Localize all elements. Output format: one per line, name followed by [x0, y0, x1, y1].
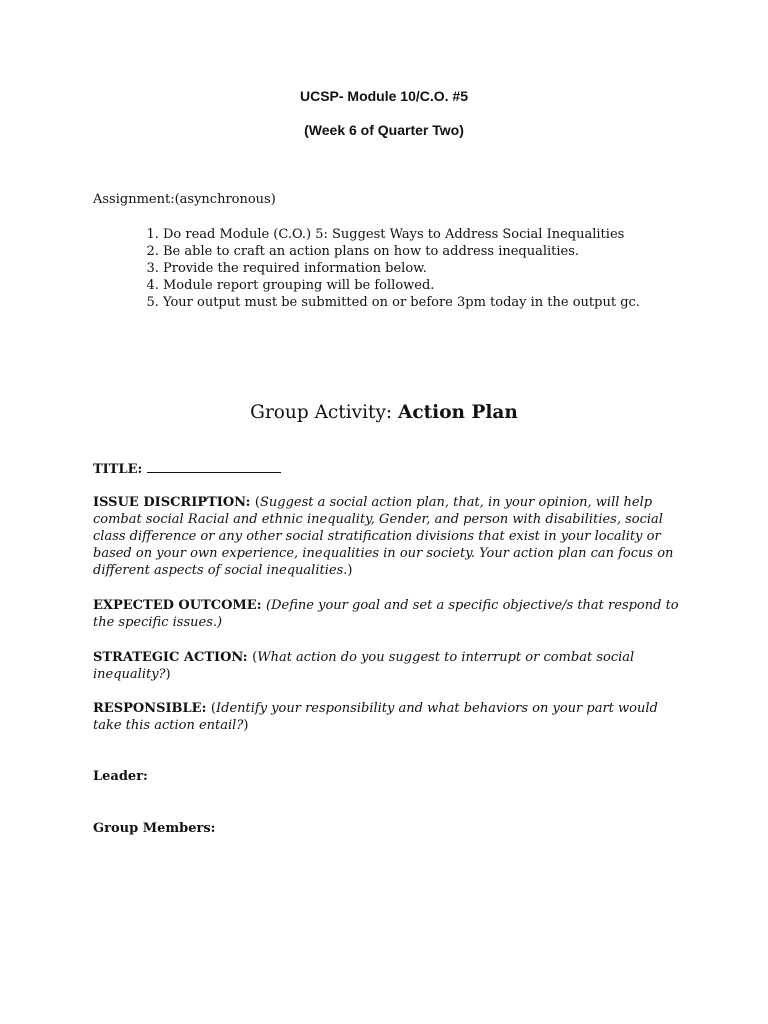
issue-open-paren: ( [254, 495, 260, 510]
strategic-close-paren: ) [165, 667, 171, 682]
list-item: 1. Do read Module (C.O.) 5: Suggest Ways to Address Social Inequalities [163, 226, 673, 243]
responsible-text: Identify your responsibility and what behaviors on your part would take this action entail? [93, 701, 658, 733]
issue-description [93, 494, 683, 579]
outcome-label: EXPECTED OUTCOME: [93, 598, 267, 613]
strategic-label: STRATEGIC ACTION: [93, 650, 253, 665]
leader-label: Leader: [93, 769, 148, 784]
expected-outcome [93, 597, 683, 631]
module-title: UCSP- Module 10/C.O. #5 [299, 88, 469, 104]
activity-name: Action Plan [398, 402, 518, 423]
title-blank-line [147, 460, 281, 473]
activity-prefix: Group Activity: [250, 402, 399, 423]
title-label: TITLE: [93, 462, 147, 477]
issue-text: Suggest a social action plan, that, in your opinion, will help combat social Racial and ethnic inequality, Gender, and person with disabilities, social class difference or any other social stratification divisions that exist in your locality or based on your own experience, inequalities in our society. Your action plan can focus on different aspects of social inequalities. [93, 495, 674, 578]
title-field [93, 460, 683, 478]
group-members-label: Group Members: [93, 821, 216, 836]
assignment-list [138, 226, 673, 311]
list-item: 3. Provide the required information below. [163, 260, 673, 277]
strategic-open-paren: ( [252, 650, 258, 665]
week-subtitle: (Week 6 of Quarter Two) [304, 122, 464, 138]
list-item: 5. Your output must be submitted on or before 3pm today in the output gc. [163, 294, 673, 311]
responsible-open-paren: ( [210, 701, 216, 716]
issue-label: ISSUE DISCRIPTION: [93, 495, 255, 510]
strategic-text: What action do you suggest to interrupt or combat social inequality? [93, 650, 635, 682]
list-item: 4. Module report grouping will be followed. [163, 277, 673, 294]
issue-close-paren: ) [347, 563, 353, 578]
responsible-close-paren: ) [243, 718, 249, 733]
outcome-text: (Define your goal and set a specific objective/s that respond to the specific issues.) [93, 598, 679, 630]
list-item: 2. Be able to craft an action plans on how to address inequalities. [163, 243, 673, 260]
responsible-label: RESPONSIBLE: [93, 701, 211, 716]
assignment-label: Assignment:(asynchronous) [93, 192, 276, 207]
responsible [93, 700, 683, 734]
strategic-action [93, 649, 683, 683]
activity-heading [0, 402, 768, 423]
